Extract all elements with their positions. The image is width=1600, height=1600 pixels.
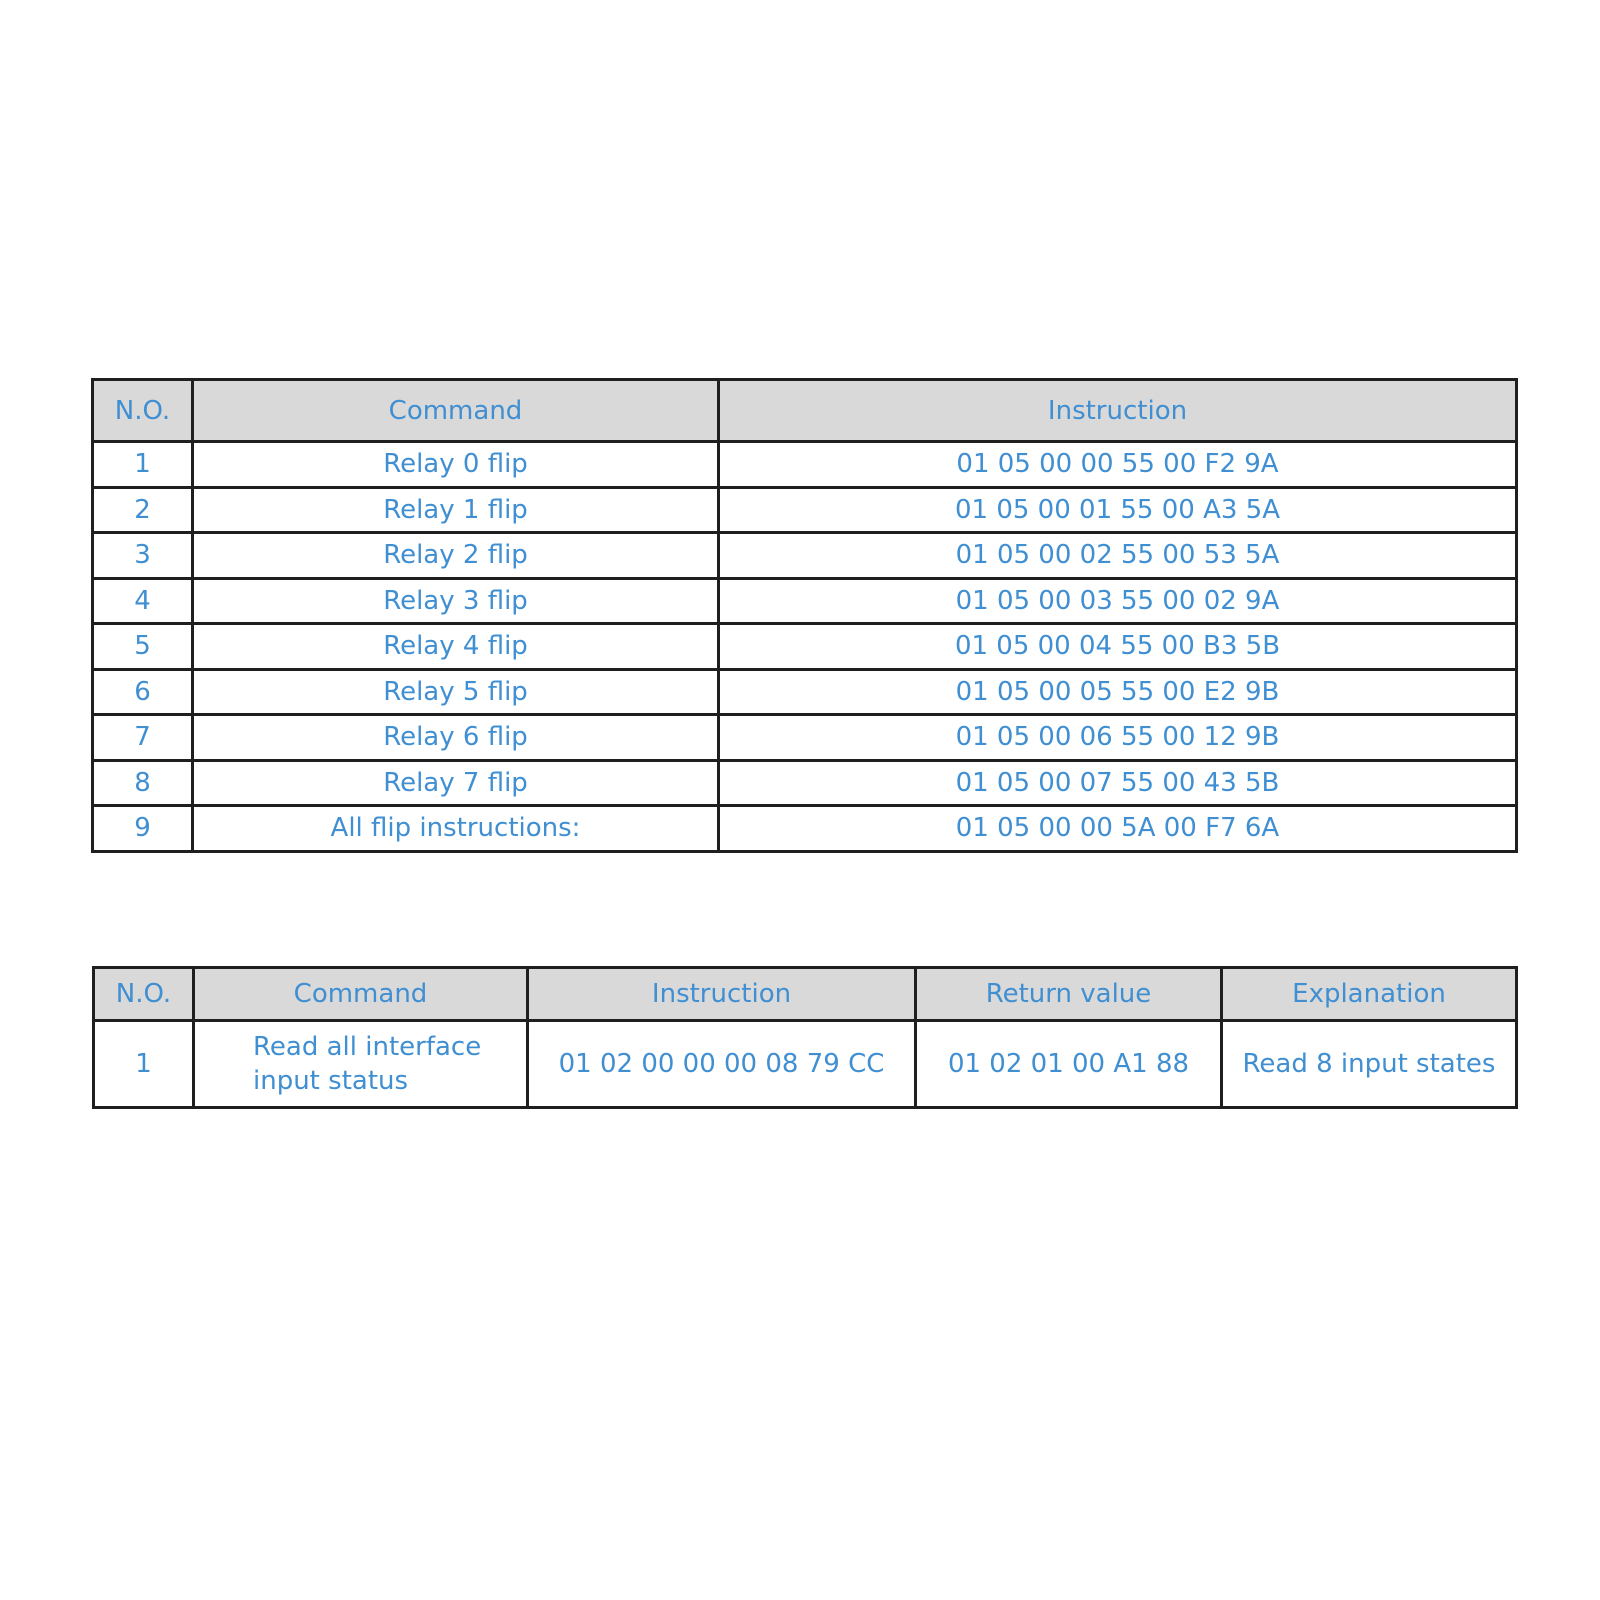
explanation-cell: Read 8 input states (1222, 1021, 1517, 1108)
column-header-instruction: Instruction (719, 380, 1517, 442)
row-number: 5 (93, 624, 193, 670)
table-row (93, 760, 1517, 806)
table-row (93, 669, 1517, 715)
row-number: 3 (93, 533, 193, 579)
command-cell: Relay 0 flip (193, 442, 719, 488)
instruction-cell: 01 05 00 01 55 00 A3 5A (719, 487, 1517, 533)
row-number: 8 (93, 760, 193, 806)
instruction-cell: 01 02 00 00 00 08 79 CC (528, 1021, 916, 1108)
command-cell: Relay 4 flip (193, 624, 719, 670)
command-cell (194, 1021, 528, 1108)
column-header-return-value: Return value (916, 968, 1222, 1021)
command-line-1: Read all interface (253, 1032, 482, 1062)
column-header-instruction: Instruction (528, 968, 916, 1021)
column-header-explanation: Explanation (1222, 968, 1517, 1021)
command-cell: Relay 7 flip (193, 760, 719, 806)
row-number: 9 (93, 806, 193, 852)
input-status-table (92, 966, 1518, 1109)
table-row (93, 533, 1517, 579)
row-number: 1 (94, 1021, 194, 1108)
instruction-cell: 01 05 00 03 55 00 02 9A (719, 578, 1517, 624)
command-cell: Relay 2 flip (193, 533, 719, 579)
instruction-cell: 01 05 00 00 5A 00 F7 6A (719, 806, 1517, 852)
table-header-row (94, 968, 1517, 1021)
table-row (93, 487, 1517, 533)
column-header-no: N.O. (93, 380, 193, 442)
column-header-command: Command (193, 380, 719, 442)
table-row (93, 806, 1517, 852)
table-row (93, 715, 1517, 761)
table-row (93, 442, 1517, 488)
row-number: 2 (93, 487, 193, 533)
command-cell: All flip instructions: (193, 806, 719, 852)
instruction-cell: 01 05 00 00 55 00 F2 9A (719, 442, 1517, 488)
table-row (94, 1021, 1517, 1108)
command-line-2: input status (253, 1066, 409, 1096)
relay-flip-table (91, 378, 1518, 853)
command-cell: Relay 6 flip (193, 715, 719, 761)
row-number: 1 (93, 442, 193, 488)
return-value-cell: 01 02 01 00 A1 88 (916, 1021, 1222, 1108)
instruction-cell: 01 05 00 07 55 00 43 5B (719, 760, 1517, 806)
table-row (93, 624, 1517, 670)
instruction-cell: 01 05 00 02 55 00 53 5A (719, 533, 1517, 579)
row-number: 4 (93, 578, 193, 624)
command-cell: Relay 5 flip (193, 669, 719, 715)
row-number: 6 (93, 669, 193, 715)
row-number: 7 (93, 715, 193, 761)
column-header-no: N.O. (94, 968, 194, 1021)
command-cell: Relay 1 flip (193, 487, 719, 533)
instruction-cell: 01 05 00 04 55 00 B3 5B (719, 624, 1517, 670)
instruction-cell: 01 05 00 06 55 00 12 9B (719, 715, 1517, 761)
table-header-row (93, 380, 1517, 442)
column-header-command: Command (194, 968, 528, 1021)
command-cell: Relay 3 flip (193, 578, 719, 624)
table-row (93, 578, 1517, 624)
instruction-cell: 01 05 00 05 55 00 E2 9B (719, 669, 1517, 715)
